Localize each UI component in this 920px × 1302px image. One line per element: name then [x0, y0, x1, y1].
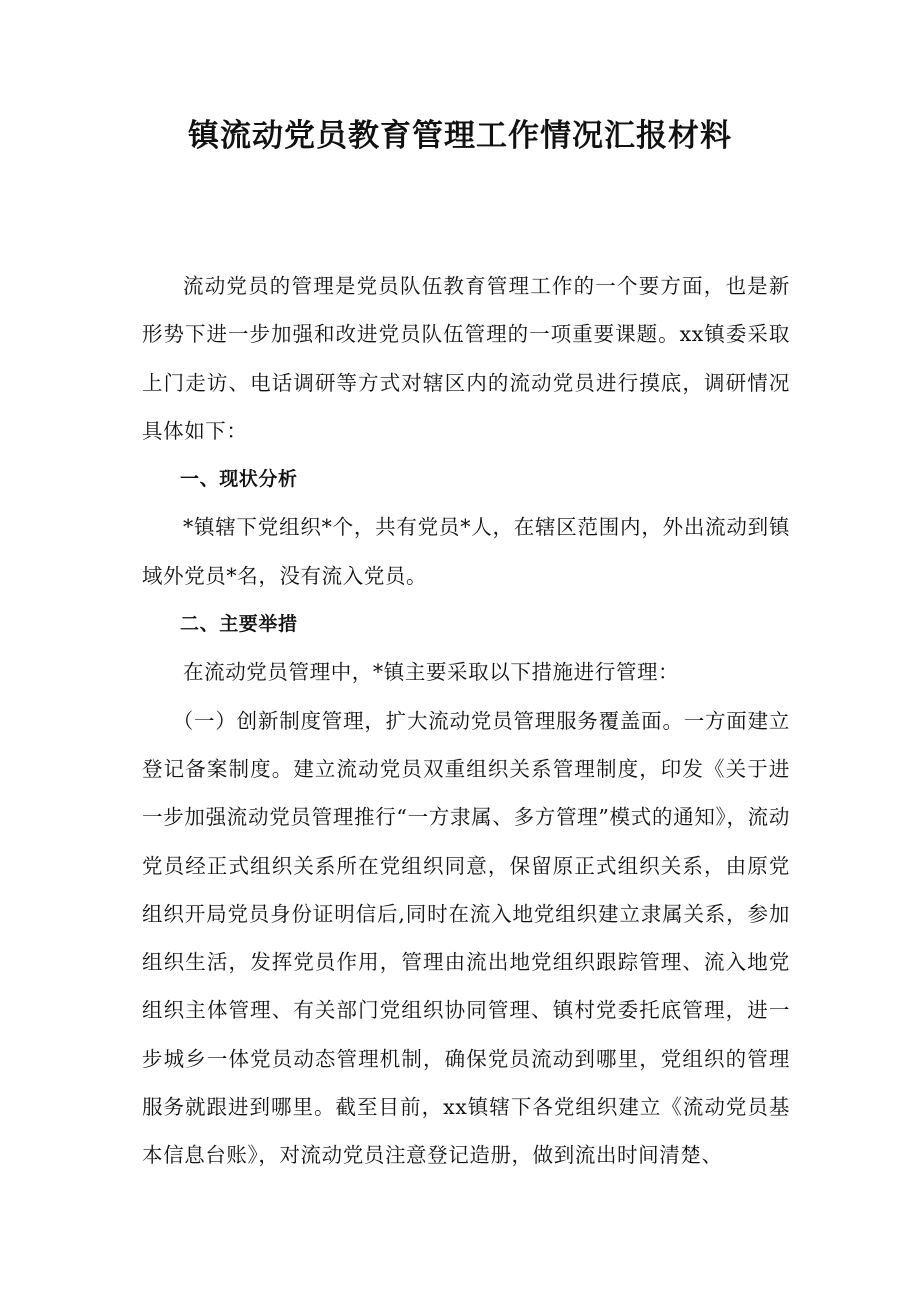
document-body	[142, 262, 790, 1180]
status-paragraph: *镇辖下党组织*个，共有党员*人，在辖区范围内，外出流动到镇域外党员*名，没有流入党员。	[142, 515, 790, 588]
document-title: 镇流动党员教育管理工作情况汇报材料	[188, 118, 732, 154]
intro-paragraph: 流动党员的管理是党员队伍教育管理工作的一个要方面，也是新形势下进一步加强和改进党员队伍管理的一项重要课题。xx镇委采取上门走访、电话调研等方式对辖区内的流动党员进行摸底，调研情况具体如下：	[142, 274, 790, 443]
measures-intro-paragraph: 在流动党员管理中，*镇主要采取以下措施进行管理：	[183, 660, 680, 685]
section-heading-main-measures: 二、主要举措	[180, 613, 298, 636]
measure-one-paragraph: （一）创新制度管理，扩大流动党员管理服务覆盖面。一方面建立登记备案制度。建立流动党员双重组织关系管理制度，印发《关于进一步加强流动党员管理推行“一方隶属、多方管理”模式的通知》，流动党员经正式组织关系所在党组织同意，保留原正式组织关系，由原党组织开局党员身份证明信后,同时在流入地党组织建立隶属关系，参加组织生活，发挥党员作用，管理由流出地党组织跟踪管理、流入地党组织主体管理、有关部门党组织协同管理、镇村党委托底管理，进一步城乡一体党员动态管理机制，确保党员流动到哪里，党组织的管理服务就跟进到哪里。截至目前，xx镇辖下各党组织建立《流动党员基本信息台账》，对流动党员注意登记造册，做到流出时间清楚、	[142, 708, 790, 1168]
section-heading-status-analysis: 一、现状分析	[180, 468, 298, 491]
